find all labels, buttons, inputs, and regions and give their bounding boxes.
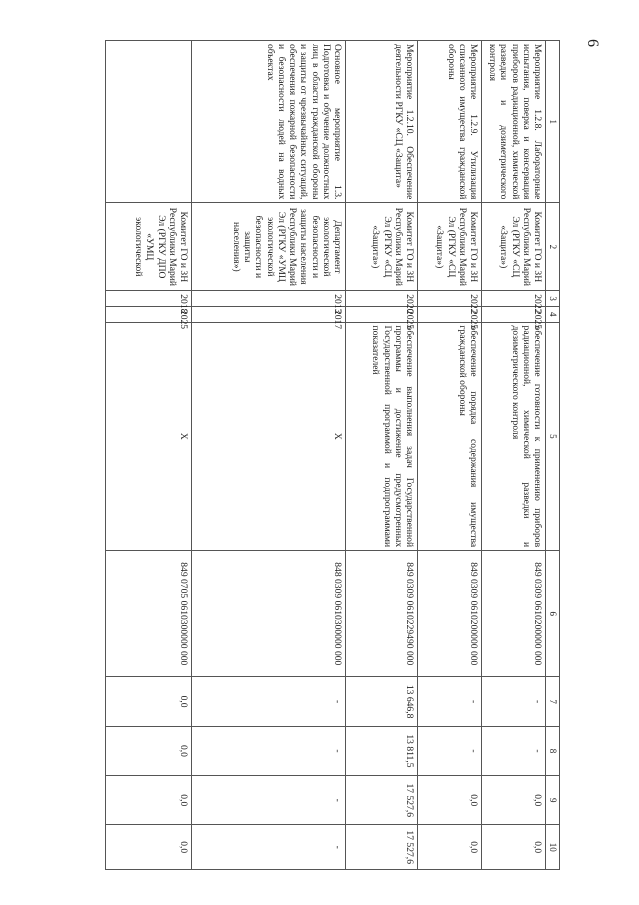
column-header: 8	[546, 726, 560, 775]
executor-cell: Комитет ГО и ЗН Республики Марий Эл (РГКУ «СЦ «Защита»)	[346, 203, 418, 291]
start-year-cell: 2022	[482, 291, 546, 307]
table-row	[482, 41, 546, 870]
executor-cell: Комитет ГО и ЗН Республики Марий Эл (РГКУ «СЦ «Защита»)	[482, 203, 546, 291]
amount-cell: 0,0	[418, 776, 482, 825]
budget-code-cell: 849 0309 0610200000 000	[482, 551, 546, 677]
column-header: 4	[546, 306, 560, 322]
end-year-cell: 2017	[192, 306, 346, 322]
executor-cell: Комитет ГО и ЗН Республики Марий Эл (РГКУ ДПО «УМЦ экологической	[106, 203, 192, 291]
end-year-cell: 2025	[482, 306, 546, 322]
table-row	[418, 41, 482, 870]
expected-result-cell: обеспечение выполнения задач Государственной программы и достижение предусмотренных Государственной программой и подпрограммами показателей	[346, 322, 418, 551]
amount-cell: -	[418, 677, 482, 726]
expected-result-cell: обеспечение готовности к применению приборов радиационной, химической разведки и дозиметрического контроля	[482, 322, 546, 551]
measure-name-cell: Мероприятие 1.2.10. Обеспечение деятельности РГКУ «СЦ «Защита»	[346, 41, 418, 203]
amount-cell: -	[192, 677, 346, 726]
column-header: 9	[546, 776, 560, 825]
measure-name-cell	[106, 41, 192, 203]
amount-cell: -	[418, 726, 482, 775]
amount-cell: -	[192, 825, 346, 870]
budget-code-cell: 849 0309 0610200000 000	[418, 551, 482, 677]
column-number-row	[546, 41, 560, 870]
amount-cell: -	[482, 726, 546, 775]
column-header: 5	[546, 322, 560, 551]
measure-name-cell: Мероприятие 1.2.8. Лабораторные испытания, поверка и консервация приборов радиационной, химической разведки и дозиметрического контроля	[482, 41, 546, 203]
amount-cell: -	[192, 776, 346, 825]
column-header: 6	[546, 551, 560, 677]
column-header: 2	[546, 203, 560, 291]
amount-cell: 0,0	[106, 677, 192, 726]
budget-code-cell: 849 0309 0610229490 000	[346, 551, 418, 677]
program-measures-table	[105, 40, 560, 870]
amount-cell: 0,0	[106, 726, 192, 775]
start-year-cell: 2020	[346, 291, 418, 307]
rotated-document-page	[120, 40, 560, 870]
amount-cell: -	[482, 677, 546, 726]
expected-result-cell: X	[192, 322, 346, 551]
table-row	[346, 41, 418, 870]
amount-cell: 0,0	[482, 825, 546, 870]
budget-code-cell: 848 0309 0610300000 000	[192, 551, 346, 677]
expected-result-cell: обеспечение порядка содержания имущества гражданской обороны	[418, 322, 482, 551]
expected-result-cell: X	[106, 322, 192, 551]
amount-cell: 17 527,6	[346, 776, 418, 825]
measure-name-cell: Основное мероприятие 1.3. Подготовка и обучение должностных лиц в области гражданской обороны и защиты от чрезвычайных ситуаций, обеспечения пожарной безопасности и безопасности людей на водных объектах	[192, 41, 346, 203]
measure-name-cell: Мероприятие 1.2.9. Утилизация списанного имущества гражданской обороны	[418, 41, 482, 203]
column-header: 1	[546, 41, 560, 203]
start-year-cell: 2022	[418, 291, 482, 307]
amount-cell: 0,0	[418, 825, 482, 870]
column-header: 10	[546, 825, 560, 870]
amount-cell: 0,0	[106, 825, 192, 870]
end-year-cell: 2025	[418, 306, 482, 322]
amount-cell: 13 811,5	[346, 726, 418, 775]
executor-cell: Департамент экологической безопасности и защиты населения Республики Марий Эл (РГКУ «УМЦ экологической безопасности и защиты населения»)	[192, 203, 346, 291]
table-row	[106, 41, 192, 870]
amount-cell: 0,0	[106, 776, 192, 825]
executor-cell: Комитет ГО и ЗН Республики Марий Эл (РГКУ «СЦ «Защита»)	[418, 203, 482, 291]
start-year-cell: 2013	[192, 291, 346, 307]
column-header: 3	[546, 291, 560, 307]
amount-cell: -	[192, 726, 346, 775]
column-header: 7	[546, 677, 560, 726]
amount-cell: 0,0	[482, 776, 546, 825]
end-year-cell: 2025	[346, 306, 418, 322]
start-year-cell: 2018	[106, 291, 192, 307]
page-number: 6	[584, 39, 601, 47]
amount-cell: 13 646,8	[346, 677, 418, 726]
end-year-cell: 2025	[106, 306, 192, 322]
amount-cell: 17 527,6	[346, 825, 418, 870]
budget-code-cell: 849 0705 0610300000 000	[106, 551, 192, 677]
table-row	[192, 41, 346, 870]
